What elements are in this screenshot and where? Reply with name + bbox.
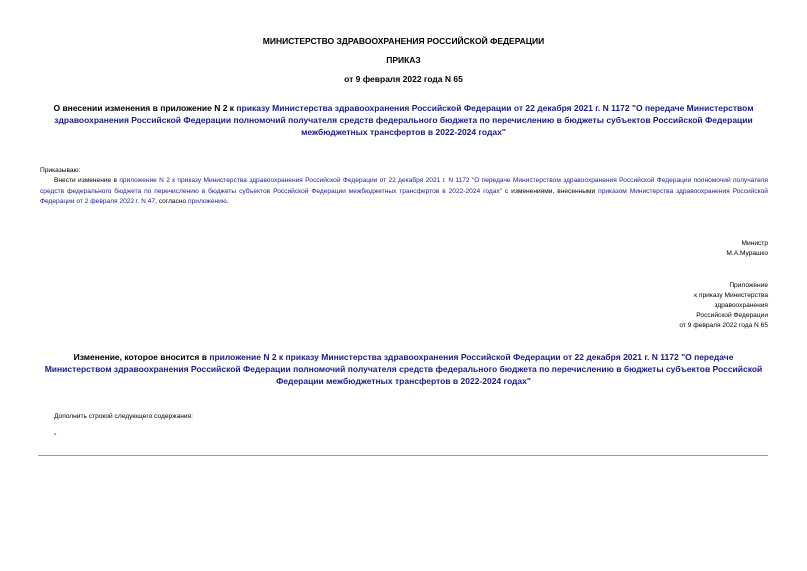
heading-link[interactable]: приказу Министерства здравоохранения Российской Федерации от 22 декабря 2021 г. N 1172 "О передаче Министерством здравоохранения Российской Федерации полномочий получателя средств федерального бюджета по перечислению в бюджеты субъектов Российской Федерации межбюджетных трансфертов в 2022-2024 годах" [54,103,754,137]
appendix-line: к приказу Министерства [694,292,768,299]
body-prefix: Внести изменение в [54,177,120,184]
body-mid: с изменениями, внесенными [502,187,599,195]
order-body [40,176,768,208]
body-mid2: , согласно [155,198,189,205]
ministry-title: МИНИСТЕРСТВО ЗДРАВООХРАНЕНИЯ РОССИЙСКОЙ ФЕДЕРАЦИИ [262,36,545,46]
heading-prefix: О внесении изменения в приложение N 2 к [53,103,237,113]
order-date: от 9 февраля 2022 года N 65 [344,74,463,84]
change-prefix: Изменение, которое вносится в [73,352,210,362]
body-end: . [226,198,229,205]
orders-word: Приказываю: [40,167,81,174]
quote-mark: " [54,433,57,440]
signature-name: М.А.Мурашко [726,250,768,257]
appendix-line: Российской Федерации [696,312,768,319]
supplement-text: Дополнить строкой следующего содержания: [54,413,193,420]
appendix-line: от 9 февраля 2022 года N 65 [679,322,768,329]
appendix-line: Приложение [729,282,768,289]
signature-title: Министр [741,240,768,247]
body-link-order-47[interactable]: приказом Министерства здравоохранения Российской Федерации от 2 февраля 2022 г. N 47 [40,187,768,205]
change-heading [40,351,767,387]
change-link[interactable]: приложение N 2 к приказу Министерства здравоохранения Российской Федерации от 22 декабря 2021 г. N 1172 "О передаче Министерством здравоохранения Российской Федерации полномочий получателя средств федерального бюджета по перечислению в бюджеты субъектов Российской Федерации межбюджетных трансфертов в 2022-2024 годах" [44,352,763,386]
appendix-line: здравоохранения [714,302,768,309]
body-link-appendix[interactable]: приложение N 2 к приказу Министерства здравоохранения Российской Федерации от 22 декабря 2021 г. N 1172 "О передаче Министерством здравоохранения Российской Федерации полномочий получателя средств федерального бюджета по перечислению в бюджеты субъектов Российской Федерации межбюджетных трансфертов в 2022-2024 годах" [40,177,768,195]
order-heading [40,102,767,138]
order-title: ПРИКАЗ [386,55,421,65]
bottom-divider [38,455,768,456]
body-link-appendix-ref[interactable]: приложению [188,198,227,205]
